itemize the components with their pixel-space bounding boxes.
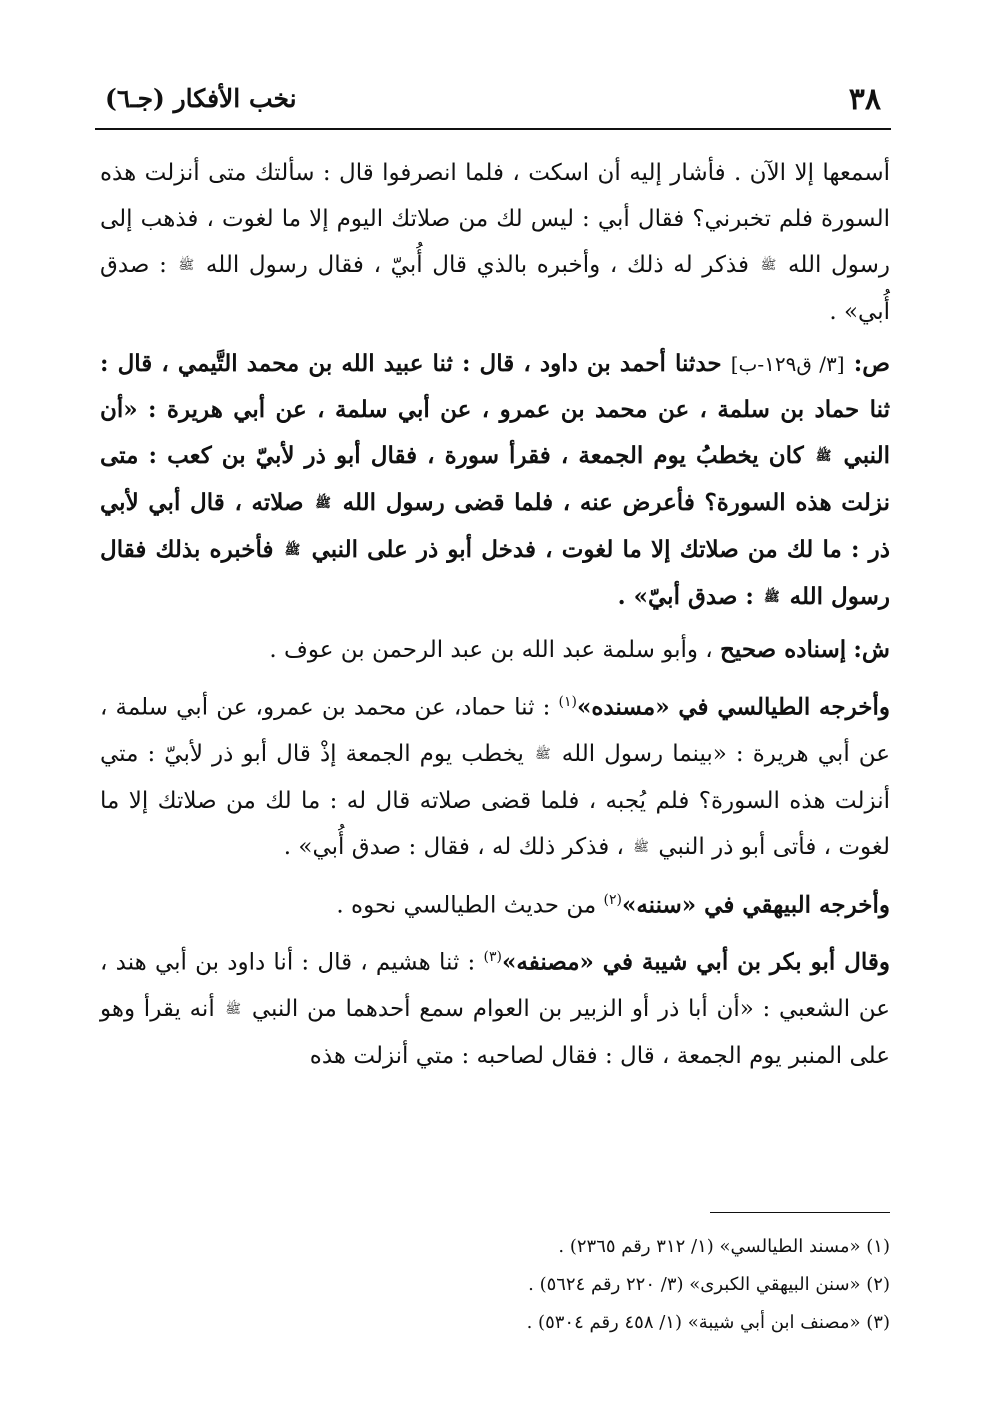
paragraph-text: : ثنا هشيم ، قال : أنا داود بن أبي هند ، عن الشعبي : «أن أبا ذر أو الزبير بن العوام سمع أحدهما من النبي (100, 949, 890, 1022)
blessing-glyph: ﷺ (760, 258, 777, 273)
paragraph-tayalisi (100, 679, 890, 871)
running-title: نخب الأفكار (جـ٦) (105, 84, 297, 113)
paragraph-bold-text: وأخرجه الطيالسي في «مسنده» (576, 693, 891, 721)
paragraph-text: ، فذكر ذلك له ، فقال : صدق أُبي» . (283, 833, 624, 860)
section-label-shin: ش: (853, 636, 890, 663)
paragraph-text: : صدق أُبي» . (100, 252, 890, 325)
paragraph-text: ، وأبو سلمة عبد الله بن عبد الرحمن بن عوف . (269, 637, 713, 663)
footnote-item: (٣) «مصنف ابن أبي شيبة» (١/ ٤٥٨ رقم ٥٣٠٤) . (526, 1312, 890, 1333)
body-text (100, 150, 890, 1081)
paragraph-text: صلاته ، قال أبي لأبي ذر : ما لك من صلاتك إلا ما لغوت ، فدخل أبو ذر على النبي (100, 489, 891, 563)
manuscript-reference: [٣/ ق١٢٩-ب] (730, 352, 845, 376)
paragraph-text: : صدق أبيّ» . (617, 583, 754, 610)
paragraph-text: فأخبره بذلك فقال رسول الله (100, 536, 890, 610)
paragraph-text: من حديث الطيالسي نحوه . (336, 892, 597, 919)
paragraph-text: حدثنا أحمد بن داود ، قال : ثنا عبيد الله بن محمد التَّيمي ، قال : ثنا حماد بن سلمة ، عن محمد بن عمرو ، عن أبي سلمة ، عن أبي هريرة : «أن النبي (100, 350, 890, 469)
page-number: ٣٨ (848, 82, 881, 117)
blessing-glyph: ﷺ (225, 1001, 242, 1017)
page-header (95, 78, 891, 128)
paragraph-bold-text: إسناده صحيح (720, 636, 847, 663)
paragraph-continuation (100, 150, 890, 335)
blessing-glyph: ﷺ (284, 543, 301, 558)
paragraph-text: يخطب يوم الجمعة إذْ قال أبو ذر لأبيّ : متي أنزلت هذه السورة؟ فلم يُجبه ، فلما قضى صلاته قال له : ما لك من صلاتك إلا ما لغوت ، فأتى أبو ذر النبي (100, 740, 890, 860)
paragraph-hadith-text (100, 341, 890, 621)
footnote-item: (١) «مسند الطيالسي» (١/ ٣١٢ رقم ٢٣٦٥) . (558, 1236, 890, 1257)
paragraph-bold-text: وقال أبو بكر بن أبي شيبة في «مصنفه» (501, 948, 890, 976)
paragraph-commentary (100, 627, 890, 673)
blessing-glyph: ﷺ (535, 746, 551, 762)
blessing-glyph: ﷺ (178, 258, 195, 273)
blessing-glyph: ﷺ (763, 590, 780, 605)
blessing-glyph: ﷺ (815, 449, 832, 464)
paragraph-text: أسمعها إلا الآن . فأشار إليه أن اسكت ، فلما انصرفوا قال : سألتك متى أنزلت هذه السورة فلم تخبرني؟ فقال أبي : ليس لك من صلاتك اليوم إلا ما لغوت ، فذهب إلى رسول الله (100, 160, 891, 278)
paragraph-text: فذكر له ذلك ، وأخبره بالذي قال أُبيّ ، فقال رسول الله (205, 252, 749, 278)
footnote-item: (٢) «سنن البيهقي الكبرى» (٣/ ٢٢٠ رقم ٥٦٢٤) . (528, 1274, 890, 1295)
blessing-glyph: ﷺ (633, 839, 650, 855)
paragraph-ibn-abi-shayba (100, 934, 890, 1079)
paragraph-text: أنه يقرأ وهو على المنبر يوم الجمعة ، قال : فقال لصاحبه : متي أنزلت هذه (100, 995, 890, 1069)
footnote-rule (710, 1212, 890, 1213)
paragraph-bayhaqi (100, 877, 890, 929)
paragraph-text: : ثنا حماد، عن محمد بن عمرو، عن أبي سلمة ، عن أبي هريرة : «بينما رسول الله (100, 694, 890, 767)
paragraph-text: كان يخطبُ يوم الجمعة ، فقرأ سورة ، فقال أبو ذر لأبيّ بن كعب : متى نزلت هذه السورة؟ فأعرض عنه ، فلما قضى رسول الله (100, 442, 890, 516)
section-label-sad: ص: (853, 350, 890, 377)
header-rule (95, 128, 891, 130)
blessing-glyph: ﷺ (315, 496, 331, 511)
footnote-marker: (٣) (483, 949, 502, 966)
footnote-marker: (١) (558, 694, 577, 710)
paragraph-bold-text: وأخرجه البيهقي في «سننه» (621, 891, 890, 919)
footnotes (100, 1228, 890, 1342)
footnote-marker: (٢) (603, 891, 622, 908)
